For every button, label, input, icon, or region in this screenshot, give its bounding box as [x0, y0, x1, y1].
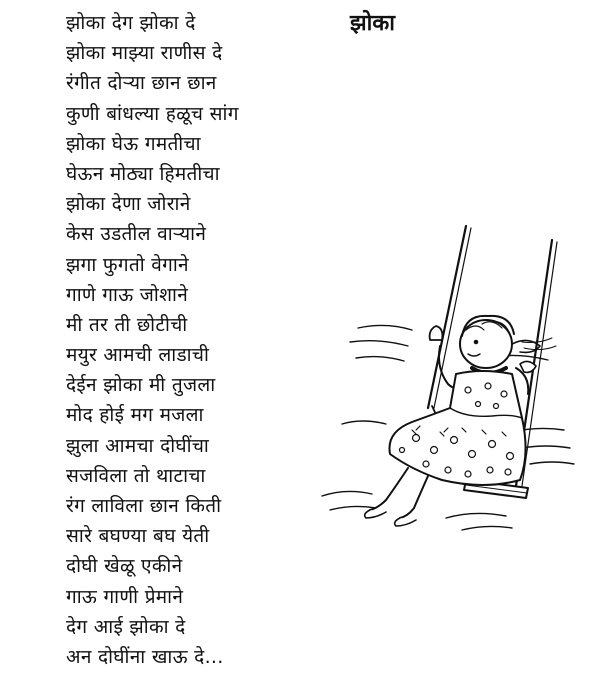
poem-line: झोका माझ्या राणीस दे: [66, 42, 223, 65]
poem-line: झुला आमचा दोघींचा: [66, 434, 210, 457]
girl-head: [460, 320, 512, 368]
poem-line: मोद होई मग मजला: [66, 404, 204, 427]
poem-line: झोका देग झोका दे: [66, 12, 196, 34]
poem-line: झगा फुगतो वेगाने: [66, 253, 189, 276]
poem-line: रंगीत दोर्‍या छान छान: [66, 72, 217, 95]
poem-title: झोका: [350, 11, 395, 36]
poem-line: देईन झोका मी तुजला: [66, 374, 216, 397]
poem-text: [66, 8, 239, 672]
poem-line: घेऊन मोठ्या हिमतीचा: [66, 162, 220, 185]
poem-line: कुणी बांधल्या हळूच सांग: [66, 102, 239, 125]
poem-line: अन दोघींना खाऊ दे...: [66, 645, 224, 668]
poem-line: देग आई झोका दे: [66, 615, 186, 638]
girl-on-swing-illustration: [316, 218, 586, 538]
poem-line: मी तर ती छोटीची: [66, 313, 188, 336]
poem-line: दोघी खेळू एकीने: [66, 555, 183, 578]
poem-line: गाऊ गाणी प्रेमाने: [66, 585, 184, 608]
poem-line: केस उडतील वार्‍याने: [66, 223, 207, 246]
poem-line: गाणे गाऊ जोशाने: [66, 283, 189, 306]
poem-line: झोका घेऊ गमतीचा: [66, 132, 201, 155]
girl-dress: [389, 371, 525, 485]
poem-line: मयुर आमची लाडाची: [66, 344, 210, 367]
poem-line: रंग लाविला छान किती: [66, 495, 222, 517]
poem-line: सारे बघण्या बघ येती: [66, 525, 210, 548]
poem-line: सजविला तो थाटाचा: [66, 464, 206, 487]
poem-line: झोका देणा जोराने: [66, 193, 191, 216]
